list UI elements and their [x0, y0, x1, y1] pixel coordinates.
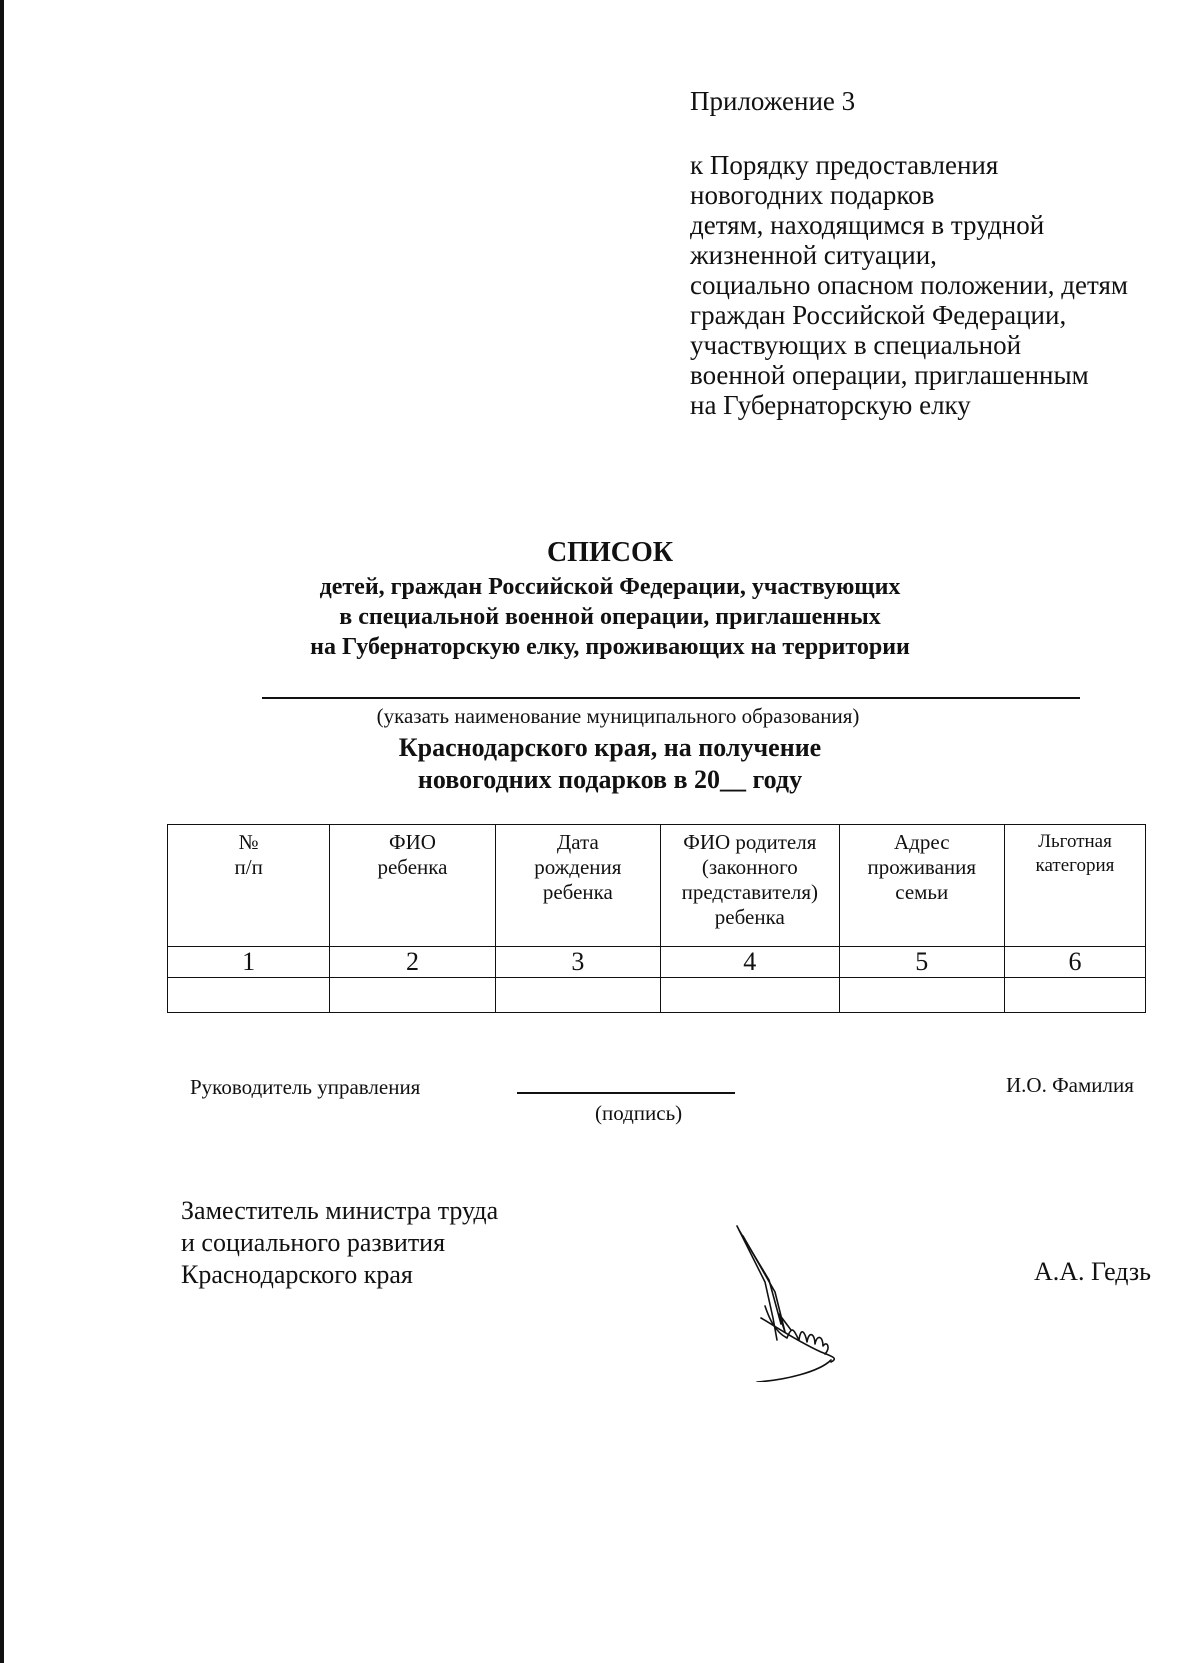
head-role: Руководитель управления — [190, 1075, 421, 1099]
header-text: категория — [1035, 855, 1115, 876]
signature-blank-line — [517, 1092, 735, 1094]
appendix-line: к Порядку предоставления — [690, 150, 999, 180]
header-text: ребенка — [542, 880, 613, 904]
column-number: 2 — [330, 947, 495, 978]
header-text: п/п — [234, 855, 263, 879]
deputy-role-line: и социального развития — [181, 1228, 446, 1257]
appendix-line: социально опасном положении, детям — [690, 270, 1128, 300]
header-text: рождения — [534, 855, 622, 879]
page-left-border — [0, 0, 4, 1663]
subtitle-line: в специальной военной операции, приглашенных — [339, 604, 881, 630]
document-title: СПИСОК — [546, 537, 674, 568]
empty-cell — [1004, 978, 1145, 1013]
empty-cell — [330, 978, 495, 1013]
column-number: 1 — [168, 947, 330, 978]
appendix-line: новогодних подарков — [690, 180, 935, 210]
empty-cell — [168, 978, 330, 1013]
empty-cell — [661, 978, 840, 1013]
header-text: Адрес — [894, 830, 950, 854]
header-parent-name — [661, 825, 840, 947]
header-benefit-category — [1004, 825, 1145, 947]
header-child-name — [330, 825, 495, 947]
header-text: проживания — [867, 855, 977, 879]
header-text: Дата — [556, 830, 599, 854]
header-text: Льготная — [1038, 831, 1112, 852]
handwritten-signature — [735, 1222, 875, 1382]
column-number: 4 — [661, 947, 840, 978]
empty-cell — [495, 978, 660, 1013]
column-number-row — [168, 947, 1146, 978]
subtitle-line: на Губернаторскую елку, проживающих на территории — [310, 634, 910, 660]
header-text: ребенка — [377, 855, 448, 879]
header-text: ФИО — [389, 830, 436, 854]
signature-caption: (подпись) — [595, 1101, 683, 1125]
appendix-line: граждан Российской Федерации, — [690, 300, 1067, 330]
deputy-role — [181, 1195, 498, 1291]
appendix-line: на Губернаторскую елку — [690, 390, 971, 420]
document-subtitle — [10, 572, 1200, 662]
header-text: (законного — [701, 855, 798, 879]
header-address — [839, 825, 1004, 947]
table-row — [168, 978, 1146, 1013]
municipality-note: (указать наименование муниципального образования) — [376, 704, 860, 728]
children-list-table — [167, 824, 1146, 1013]
header-text: ребенка — [714, 905, 785, 929]
head-name: И.О. Фамилия — [1006, 1073, 1134, 1097]
header-text: семьи — [895, 880, 949, 904]
header-text: ФИО родителя — [683, 830, 817, 854]
header-text: № — [238, 830, 259, 854]
table-header-row — [168, 825, 1146, 947]
subtitle-line: детей, граждан Российской Федерации, участвующих — [319, 574, 901, 600]
deputy-role-line: Краснодарского края — [181, 1260, 413, 1289]
subtitle2-line: новогодних подарков в 20__ году — [417, 765, 803, 794]
appendix-line: участвующих в специальной — [690, 330, 1022, 360]
municipality-blank-line — [262, 697, 1080, 699]
header-birth-date — [495, 825, 660, 947]
document-subtitle-continued — [10, 732, 1200, 796]
appendix-title: Приложение 3 — [690, 86, 856, 116]
subtitle2-line: Краснодарского края, на получение — [398, 733, 822, 762]
header-number — [168, 825, 330, 947]
column-number: 6 — [1004, 947, 1145, 978]
column-number: 5 — [839, 947, 1004, 978]
deputy-role-line: Заместитель министра труда — [181, 1196, 499, 1225]
appendix-block — [690, 86, 1128, 420]
empty-cell — [839, 978, 1004, 1013]
appendix-line: военной операции, приглашенным — [690, 360, 1089, 390]
appendix-line: детям, находящимся в трудной — [690, 210, 1045, 240]
header-text: представителя) — [681, 880, 818, 904]
deputy-name: А.А. Гедзь — [1034, 1257, 1151, 1286]
appendix-line: жизненной ситуации, — [690, 240, 937, 270]
column-number: 3 — [495, 947, 660, 978]
